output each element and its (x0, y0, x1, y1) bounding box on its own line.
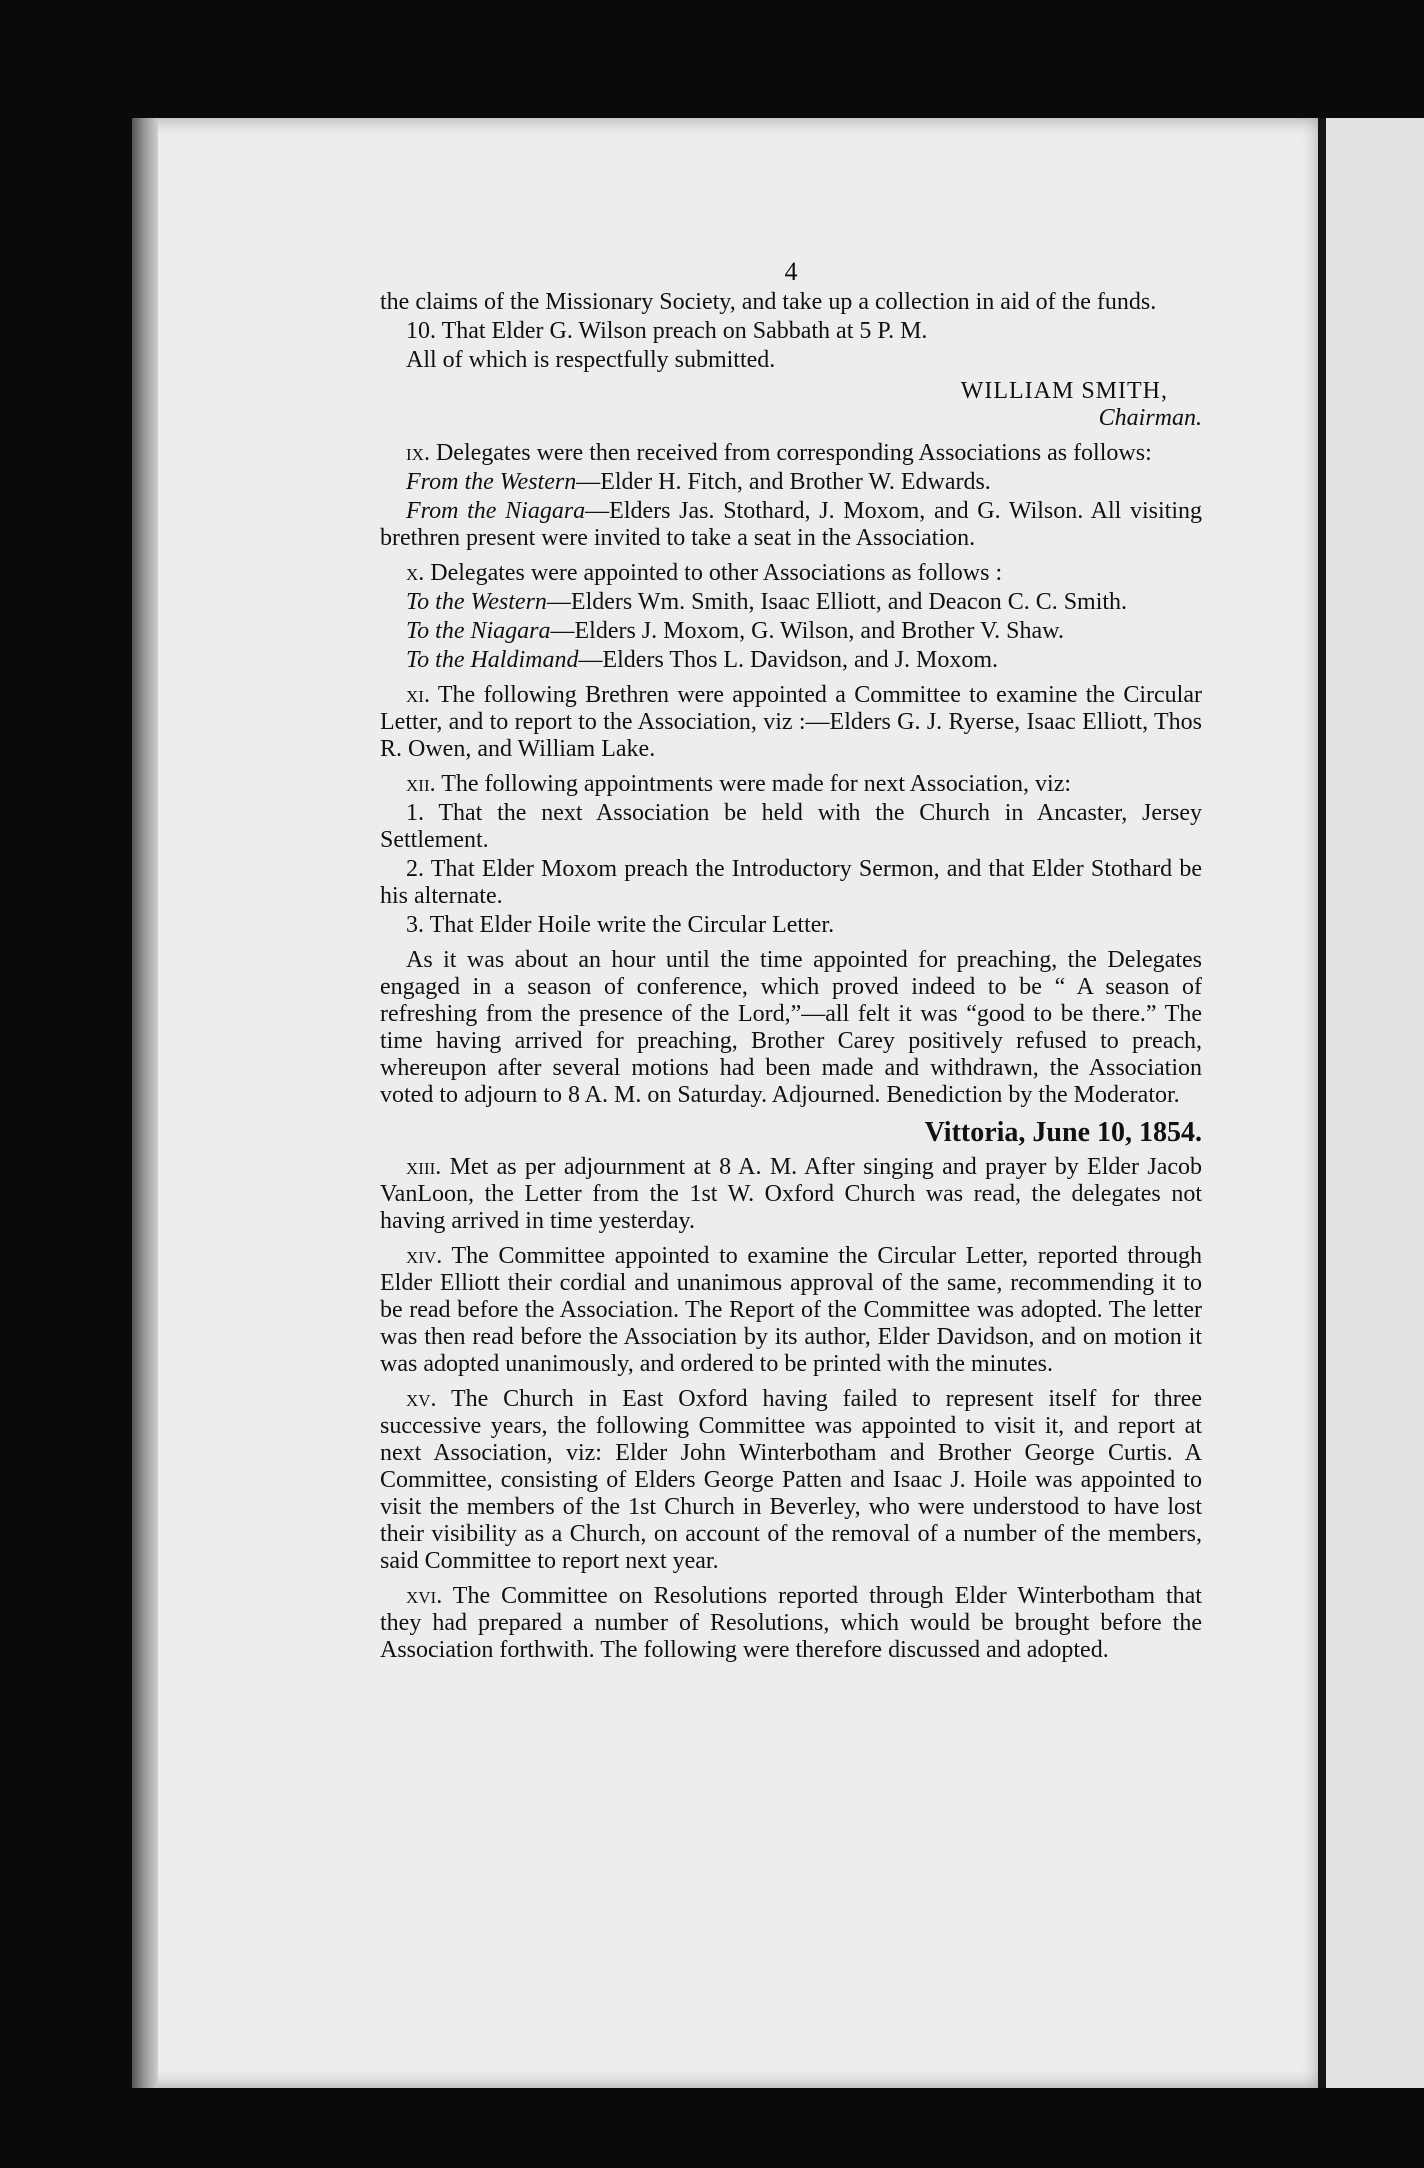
x-haldimand-label: To the Haldimand (406, 647, 579, 673)
section-ix-text: Delegates were then received from corresponding Associations as follows: (435, 440, 1152, 466)
ix-niagara-label: From the Niagara (406, 498, 586, 524)
section-xi (380, 682, 1202, 763)
section-x (380, 560, 1202, 587)
x-western-text: —Elders Wm. Smith, Isaac Elliott, and Deacon C. C. Smith. (546, 589, 1128, 615)
section-xiv (380, 1243, 1202, 1378)
numeral-xiv: xiv. (406, 1243, 443, 1269)
xii-item-3: 3. That Elder Hoile write the Circular Letter. (406, 912, 835, 938)
numeral-xi: xi. (406, 682, 430, 708)
x-niagara-label: To the Niagara (406, 618, 551, 644)
x-western-label: To the Western (406, 589, 547, 615)
page-divider (1318, 118, 1326, 2088)
ix-western-text: —Elder H. Fitch, and Brother W. Edwards. (576, 469, 991, 495)
signature-title: Chairman. (1098, 405, 1202, 431)
xii-item-1: 1. That the next Association be held with the Church in Ancaster, Jersey Settlement. (380, 800, 1202, 853)
section-xv (380, 1386, 1202, 1575)
section-xiii-text: Met as per adjournment at 8 A. M. After singing and prayer by Elder Jacob VanLoon, the Letter from the 1st W. Oxford Church was read, the delegates not having arrived in time yesterday. (380, 1154, 1202, 1234)
section-xii-text: The following appointments were made for next Association, viz: (441, 771, 1072, 797)
numeral-ix: ix. (406, 440, 430, 466)
section-xiv-text: The Committee appointed to examine the Circular Letter, reported through Elder Elliott their cordial and unanimous approval of the same, recommending it to be read before the Association. The Report of the Committee was adopted. The letter was then read before the Association by its author, Elder Davidson, and on motion it was adopted unanimously, and ordered to be printed with the minutes. (380, 1243, 1202, 1377)
section-xii (380, 771, 1202, 798)
item-10: 10. That Elder G. Wilson preach on Sabbath at 5 P. M. (406, 318, 928, 344)
x-niagara-text: —Elders J. Moxom, G. Wilson, and Brother V. Shaw. (550, 618, 1064, 644)
conference-paragraph: As it was about an hour until the time appointed for preaching, the Delegates engaged in a season of conference, which proved indeed to be “ A season of refreshing from the presence of the Lord,”—all felt it was “good to be there.” The time having arrived for preaching, Brother Carey positively refused to preach, whereupon after several motions had been made and withdrawn, the Association voted to adjourn to 8 A. M. on Saturday. Adjourned. Benediction by the Moderator. (380, 947, 1202, 1108)
numeral-xv: xv. (406, 1386, 437, 1412)
ix-western (380, 469, 1202, 496)
page-gutter (132, 118, 158, 2088)
numeral-x: x. (406, 560, 425, 586)
text-column (380, 258, 1202, 1664)
ix-western-label: From the Western (406, 469, 577, 495)
numeral-xiii: xiii. (406, 1154, 442, 1180)
numeral-xvi: xvi. (406, 1583, 443, 1609)
section-xvi-text: The Committee on Resolutions reported through Elder Winterbotham that they had prepared a number of Resolutions, which would be brought before the Association forthwith. The following were therefore discussed and adopted. (380, 1583, 1202, 1663)
x-western (380, 589, 1202, 616)
page-number: 4 (784, 257, 798, 286)
signature-name: WILLIAM SMITH, (960, 378, 1168, 404)
intro-text: the claims of the Missionary Society, and take up a collection in aid of the funds. (380, 289, 1157, 315)
section-xiii (380, 1154, 1202, 1235)
submitted-line: All of which is respectfully submitted. (406, 347, 776, 373)
section-xvi (380, 1583, 1202, 1664)
x-haldimand-text: —Elders Thos L. Davidson, and J. Moxom. (578, 647, 998, 673)
section-xv-text: The Church in East Oxford having failed to represent itself for three successive years, the following Committee was appointed to visit it, and report at next Association, viz: Elder John Winterbotham and Brother George Curtis. A Committee, consisting of Elders George Patten and Isaac J. Hoile was appointed to visit the members of the 1st Church in Beverley, who were understood to have lost their visibility as a Church, on account of the removal of a number of the members, said Committee to report next year. (380, 1386, 1202, 1574)
next-page-edge (1320, 118, 1424, 2088)
dateline: Vittoria, June 10, 1854. (924, 1117, 1202, 1148)
section-x-text: Delegates were appointed to other Associations as follows : (430, 560, 1003, 586)
numeral-xii: xii. (406, 771, 436, 797)
x-niagara (380, 618, 1202, 645)
x-haldimand (380, 647, 1202, 674)
ix-niagara (380, 498, 1202, 552)
section-xi-text: The following Brethren were appointed a Committee to examine the Circular Letter, and to report to the Association, viz :—Elders G. J. Ryerse, Isaac Elliott, Thos R. Owen, and William Lake. (380, 682, 1202, 762)
xii-item-2: 2. That Elder Moxom preach the Introductory Sermon, and that Elder Stothard be his alternate. (380, 856, 1202, 909)
section-ix (380, 440, 1202, 467)
ix-niagara-text: —Elders Jas. Stothard, J. Moxom, and G. Wilson. All visiting brethren present were invited to take a seat in the Association. (380, 498, 1203, 551)
